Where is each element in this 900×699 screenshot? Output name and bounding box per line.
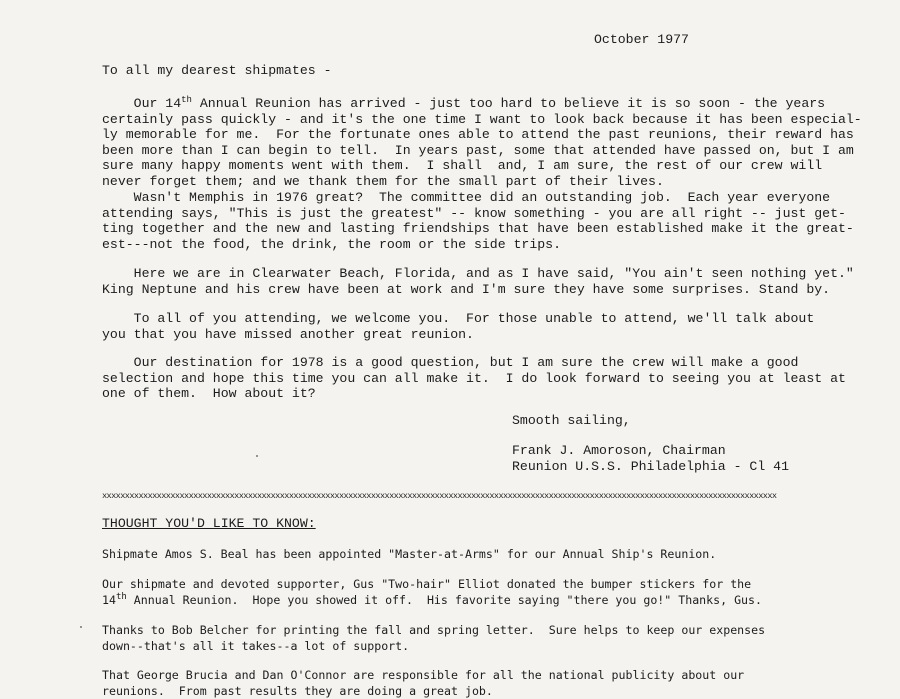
text-line: Thanks to Bob Belcher for printing the fall and spring letter. Sure helps to keep our expenses: [102, 623, 766, 637]
text-line: 14th Annual Reunion. Hope you showed it off. His favorite saying "there you go!" Thanks, Gus.: [102, 592, 762, 607]
text-line: certainly pass quickly - and it's the one time I want to look back because it has been especial-: [102, 111, 862, 127]
text-line: Wasn't Memphis in 1976 great? The committee did an outstanding job. Each year everyone: [102, 190, 831, 205]
text-line: reunions. From past results they are doing a great job.: [102, 684, 493, 698]
text-line: To all of you attending, we welcome you. For those unable to attend, we'll talk about: [102, 311, 815, 326]
separator-line: xxxxxxxxxxxxxxxxxxxxxxxxxxxxxxxxxxxxxxxxxxxxxxxxxxxxxxxxxxxxxxxxxxxxxxxxxxxxxxxxxxxxxxxxxxxxxxxxxxxxxxxxxxxxxxxxxxxxxxxxxxxxxxxxxxxxxxxxxxxxxxxxxxxx: [102, 491, 777, 501]
paper-speck: [256, 455, 258, 457]
paragraph-welcome: [102, 311, 815, 342]
paragraph-destination-1978: [102, 355, 846, 402]
text-line: selection and hope this time you can all make it. I do look forward to seeing you at least at: [102, 370, 846, 386]
text-line: That George Brucia and Dan O'Connor are responsible for all the national publicity about our: [102, 668, 745, 682]
text-line: King Neptune and his crew have been at work and I'm sure they have some surprises. Stand by.: [102, 281, 831, 297]
closing: Smooth sailing,: [512, 413, 631, 428]
text-line: been more than I can begin to tell. In years past, some that attended have passed on, but I am: [102, 142, 854, 158]
text-line: attending says, "This is just the greatest" -- know something - you are all right -- just get-: [102, 205, 846, 221]
signature-block: [512, 443, 789, 474]
paragraph-clearwater: [102, 266, 854, 297]
text-line: you that you have missed another great reunion.: [102, 326, 474, 342]
letter-date: October 1977: [594, 32, 689, 47]
signature-title: Reunion U.S.S. Philadelphia - Cl 41: [512, 458, 789, 474]
text-line: one of them. How about it?: [102, 386, 316, 402]
paragraph-reunion-arrived: [102, 95, 862, 190]
paper-speck: [80, 626, 82, 628]
note-printing-thanks: [102, 622, 802, 654]
text-line: ly memorable for me. For the fortunate ones able to attend the past reunions, their reward has: [102, 127, 854, 143]
note-master-at-arms: [102, 546, 802, 562]
text-line: Here we are in Clearwater Beach, Florida, and as I have said, "You ain't seen nothing yet.": [102, 266, 854, 281]
notes-heading: THOUGHT YOU'D LIKE TO KNOW:: [102, 516, 316, 531]
note-publicity: [102, 667, 802, 699]
signature-name: Frank J. Amoroson, Chairman: [512, 443, 726, 458]
text-line: Our destination for 1978 is a good question, but I am sure the crew will make a good: [102, 355, 799, 370]
text-line: Shipmate Amos S. Beal has been appointed "Master-at-Arms" for our Annual Ship's Reunion.: [102, 547, 717, 561]
text-line: ting together and the new and lasting friendships that have been established make it the great-: [102, 221, 854, 237]
note-bumper-stickers: [102, 576, 802, 608]
salutation: To all my dearest shipmates -: [102, 63, 332, 78]
text-line: sure many happy moments went with them. I shall and, I am sure, the rest of our crew will: [102, 158, 823, 174]
paragraph-memphis: [102, 190, 854, 252]
text-line: est---not the food, the drink, the room or the side trips.: [102, 236, 561, 252]
text-line: Our shipmate and devoted supporter, Gus "Two-hair" Elliot donated the bumper stickers for the: [102, 577, 752, 591]
text-line: never forget them; and we thank them for the small part of their lives.: [102, 173, 664, 189]
text-line: down--that's all it takes--a lot of support.: [102, 639, 410, 653]
text-line: Our 14th Annual Reunion has arrived - just too hard to believe it is so soon - the years: [102, 95, 826, 111]
